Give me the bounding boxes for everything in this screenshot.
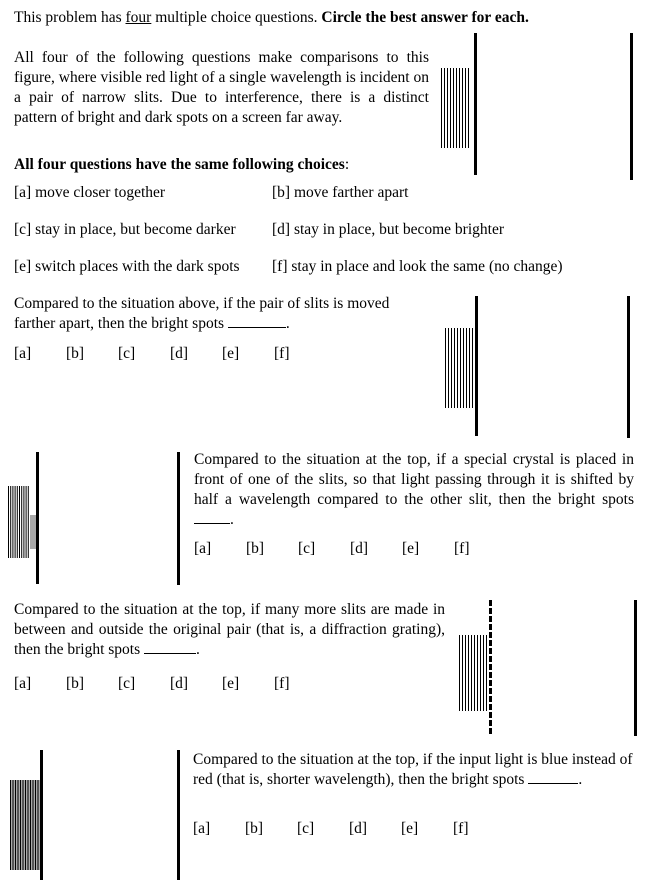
answer-c[interactable]: [c] xyxy=(118,345,136,362)
choice-d: [d] stay in place, but become brighter xyxy=(272,221,504,238)
choice-a: [a] move closer together xyxy=(14,184,166,201)
wave-lines xyxy=(442,68,469,148)
setup-paragraph: All four of the following questions make comparisons to this figure, where visible red light of a single wavelength is incident on a pair of narrow slits. Due to interference, there is a distinct pattern of bright and dark spots on a screen far away. xyxy=(14,49,429,126)
question-1-answers xyxy=(14,344,326,364)
question-2-text: Compared to the situation at the top, if a special crystal is placed in front of one of the slits, so that light passing through it is shifted by half a wavelength compared to the other slit, then the bright spots . xyxy=(194,451,634,528)
answer-e[interactable]: [e] xyxy=(222,345,240,362)
answer-e[interactable]: [e] xyxy=(401,820,419,837)
intro-four: four xyxy=(125,9,152,26)
answer-c[interactable]: [c] xyxy=(297,820,315,837)
screen xyxy=(630,33,633,180)
incident-waves xyxy=(445,328,475,408)
intro-instruction: Circle the best answer for each. xyxy=(321,9,529,26)
answer-e[interactable]: [e] xyxy=(402,540,420,557)
choice-f: [f] stay in place and look the same (no change) xyxy=(272,258,563,275)
slit-barrier xyxy=(36,452,39,584)
screen xyxy=(627,296,630,438)
answer-d[interactable]: [d] xyxy=(349,820,368,837)
answer-a[interactable]: [a] xyxy=(193,820,211,837)
question-1-text: Compared to the situation above, if the pair of slits is moved farther apart, then the bright spots . xyxy=(14,295,390,332)
answer-c[interactable]: [c] xyxy=(298,540,316,557)
incident-waves xyxy=(441,68,471,148)
answer-b[interactable]: [b] xyxy=(66,675,85,692)
question-2-answers xyxy=(194,539,506,559)
incident-waves xyxy=(459,635,489,711)
grating-barrier xyxy=(489,600,492,736)
answer-d[interactable]: [d] xyxy=(170,675,189,692)
answer-c[interactable]: [c] xyxy=(118,675,136,692)
answer-b[interactable]: [b] xyxy=(246,540,265,557)
question-3-text: Compared to the situation at the top, if many more slits are made in between and outside the original pair (that is, a diffraction grating), then the bright spots . xyxy=(14,601,445,658)
answer-d[interactable]: [d] xyxy=(170,345,189,362)
screen xyxy=(177,452,180,585)
answer-f[interactable]: [f] xyxy=(274,345,290,362)
intro-line xyxy=(14,8,634,28)
intro-middle: multiple choice questions. xyxy=(151,9,322,26)
question-3-answers xyxy=(14,674,326,694)
answer-f[interactable]: [f] xyxy=(454,540,470,557)
choice-c: [c] stay in place, but become darker xyxy=(14,221,236,238)
choices-heading: All four questions have the same following choices: xyxy=(14,156,350,173)
answer-d[interactable]: [d] xyxy=(350,540,369,557)
answer-e[interactable]: [e] xyxy=(222,675,240,692)
question-4-text: Compared to the situation at the top, if the input light is blue instead of red (that is, shorter wavelength), then the bright spots . xyxy=(193,751,633,788)
slit-barrier xyxy=(474,33,477,175)
intro-prefix: This problem has xyxy=(14,9,126,26)
answer-a[interactable]: [a] xyxy=(14,675,32,692)
question-4-answers xyxy=(193,819,505,839)
choices-heading-bold: All four questions have the same following choices xyxy=(14,156,345,173)
choice-b: [b] move farther apart xyxy=(272,184,409,201)
answer-a[interactable]: [a] xyxy=(14,345,32,362)
choice-e: [e] switch places with the dark spots xyxy=(14,258,240,275)
slit-barrier xyxy=(475,296,478,436)
answer-b[interactable]: [b] xyxy=(245,820,264,837)
answer-a[interactable]: [a] xyxy=(194,540,212,557)
answer-f[interactable]: [f] xyxy=(274,675,290,692)
screen xyxy=(634,600,637,736)
answer-f[interactable]: [f] xyxy=(453,820,469,837)
answer-b[interactable]: [b] xyxy=(66,345,85,362)
slit-barrier xyxy=(40,750,43,880)
screen xyxy=(177,750,180,880)
incident-waves xyxy=(10,780,40,870)
